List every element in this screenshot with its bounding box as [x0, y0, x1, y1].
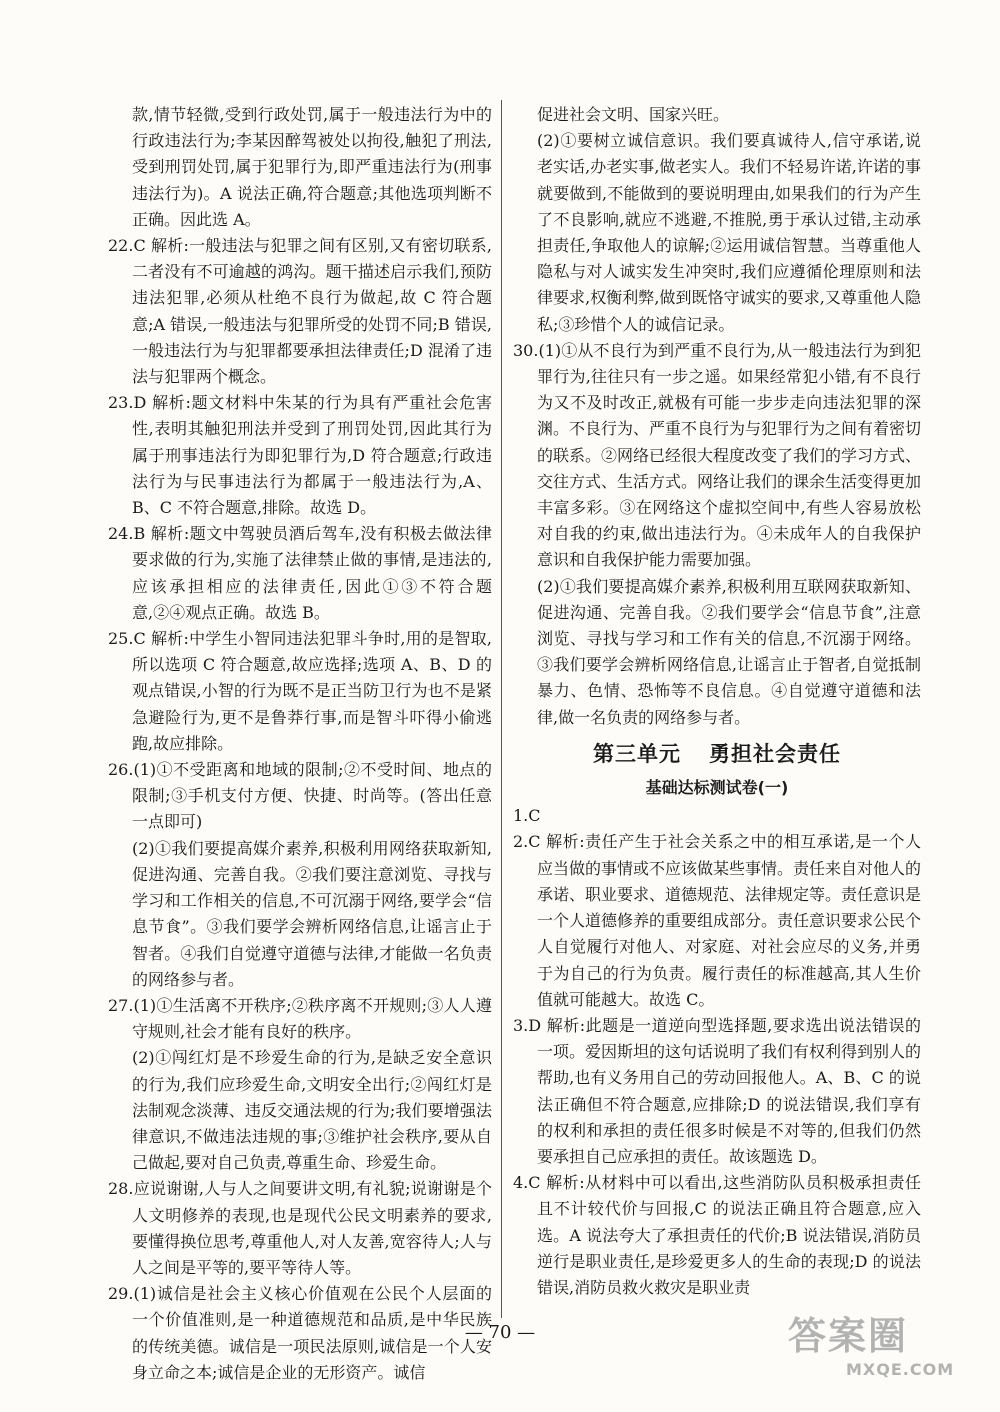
answer-1: 1.C — [513, 806, 541, 826]
watermark-logo — [788, 1312, 978, 1392]
answer-28: 28.应说谢谢,人与人之间要讲文明,有礼貌;说谢谢是个人文明修养的表现,也是现代公民文明素养的要求,要懂得换位思考,尊重他人,对人友善,宽容待人;人与人之间是平等的,要平等待人等。 — [108, 1179, 492, 1277]
column-divider — [501, 100, 502, 1318]
answer-29-continued: 促进社会文明、国家兴旺。 — [537, 105, 730, 124]
answer-30-part1: 30.(1)①从不良行为到严重不良行为,从一般违法行为到犯罪行为,往往只有一步之遥。如果经常犯小错,有不良行为又不及时改正,就极有可能一步步走向违法犯罪的深渊。不良行为、严重不良行为与犯罪行为之间有着密切的联系。②网络已经很大程度改变了我们的学习方式、交往方式、生活方式。网络让我们的课余生活变得更加丰富多彩。③在网络这个虚拟空间中,有些人容易放松对自我的约束,做出违法行为。④未成年人的自我保护意识和自我保护能力需要加强。 — [513, 340, 922, 570]
answer-30-part2: (2)①我们要提高媒介素养,积极利用互联网获取新知、促进沟通、完善自我。②我们要学会“信息节食”,注意浏览、寻找与学习和工作有关的信息,不沉溺于网络。③我们要学会辨析网络信息,让谣言止于智者,自觉抵制暴力、色情、恐怖等不良信息。④自觉遵守道德和法律,做一名负责的网络参与者。 — [537, 576, 921, 727]
answer-27-part2: (2)①闯红灯是不珍爱生命的行为,是缺乏安全意识的行为,我们应珍爱生命,文明安全出行;②闯红灯是法制观念淡薄、违反交通法规的行为;我们要增强法律意识,不做违法违规的事;③维护社会秩序,要从自己做起,要对自己负责,尊重生命、珍爱生命。 — [132, 1048, 492, 1173]
unit-name: 勇担社会责任 — [709, 741, 841, 766]
answer-23: 23.D 解析:题文材料中朱某的行为具有严重社会危害性,表明其触犯刑法并受到了刑罚处罚,因此其行为属于刑事违法行为即犯罪行为,D 符合题意;行政违法行为与民事违法行为都属于一般违法行为,A、B、C 不符合题意,排除。故选 D。 — [108, 393, 492, 518]
watermark-url: MXQE.COM — [846, 1360, 955, 1379]
answer-4: 4.C 解析:从材料中可以看出,这些消防队员积极承担责任且不计较代价与回报,C 的说法正确且符合题意,应入选。A 说法夸大了承担责任的代价;B 说法错误,消防员逆行是职业责任,是珍爱更多人的生命的表现;D 的说法错误,消防员救火救灾是职业责 — [513, 1173, 921, 1297]
answer-24: 24.B 解析:题文中驾驶员酒后驾车,没有积极去做法律要求做的行为,实施了法律禁止做的事情,是违法的,应该承担相应的法律责任,因此①③不符合题意,②④观点正确。故选 B。 — [108, 524, 492, 622]
answer-21-continued: 款,情节轻微,受到行政处罚,属于一般违法行为中的行政违法行为;李某因醉驾被处以拘役,触犯了刑法,受到刑罚处罚,属于犯罪行为,即严重违法行为(刑事违法行为)。A 说法正确,符合题意;其他选项判断不正确。因此选 A。 — [132, 105, 492, 229]
page-number: — 70 — — [464, 1322, 536, 1343]
right-column — [513, 102, 921, 1301]
answer-2: 2.C 解析:责任产生于社会关系之中的相互承诺,是一个人应当做的事情或不应该做某些事情。责任来自对他人的承诺、职业要求、道德规范、法律规定等。责任意识是一个人道德修养的重要组成部分。责任意识要求公民个人自觉履行对他人、对家庭、对社会应尽的义务,并勇于为自己的行为负责。履行责任的标准越高,其人生价值就可能越大。故选 C。 — [513, 832, 922, 1009]
answer-25: 25.C 解析:中学生小智同违法犯罪斗争时,用的是智取,所以选项 C 符合题意,故应选择;选项 A、B、D 的观点错误,小智的行为既不是正当防卫行为也不是紧急避险行为,更不是鲁莽行事,而是智斗吓得小偷逃跑,故应排除。 — [108, 629, 492, 753]
unit-title — [513, 741, 921, 767]
answer-26-part1: 26.(1)①不受距离和地域的限制;②不受时间、地点的限制;③手机支付方便、快捷、时尚等。(答出任意一点即可) — [108, 760, 492, 832]
watermark-text: 答案圈 — [788, 1314, 909, 1358]
answer-29-part1: 29.(1)诚信是社会主义核心价值观在公民个人层面的一个价值准则,是一种道德规范和品质,是中华民族的传统美德。诚信是一项民法原则,诚信是一个人安身立命之本;诚信是企业的无形资产。诚信 — [108, 1284, 492, 1382]
left-column — [108, 102, 492, 1386]
answer-27-part1: 27.(1)①生活离不开秩序;②秩序离不开规则;③人人遵守规则,社会才能有良好的秩序。 — [108, 995, 492, 1042]
section-title: 基础达标测试卷(一) — [645, 778, 789, 798]
answer-22: 22.C 解析:一般违法与犯罪之间有区别,又有密切联系,二者没有不可逾越的鸿沟。题干描述启示我们,预防违法犯罪,必须从杜绝不良行为做起,故 C 符合题意;A 错误,一般违法与犯罪所受的处罚不同;B 错误,一般违法行为与犯罪都要承担法律责任;D 混淆了违法与犯罪两个概念。 — [108, 236, 492, 387]
answer-26-part2: (2)①我们要提高媒介素养,积极利用网络获取新知,促进沟通、完善自我。②我们要注意浏览、寻找与学习和工作相关的信息,不可沉溺于网络,要学会“信息节食”。③我们要学会辨析网络信息,让谣言止于智者。④我们自觉遵守道德与法律,才能做一名负责的网络参与者。 — [132, 838, 492, 989]
unit-number: 第三单元 — [593, 741, 681, 766]
answer-3: 3.D 解析:此题是一道逆向型选择题,要求选出说法错误的一项。爱因斯坦的这句话说明了我们有权利得到别人的帮助,也有义务用自己的劳动回报他人。A、B、C 的说法正确但不符合题意,应排除;D 的说法错误,我们享有的权利和承担的责任很多时候是不对等的,但我们仍然要承担自己应承担的责任。故该题选 D。 — [513, 1015, 922, 1166]
answer-29-part2: (2)①要树立诚信意识。我们要真诚待人,信守承诺,说老实话,办老实事,做老实人。我们不轻易许诺,许诺的事就要做到,不能做到的要说明理由,如果我们的行为产生了不良影响,就应不逃避,不推脱,勇于承认过错,主动承担责任,争取他人的谅解;②运用诚信智慧。当尊重他人隐私与对人诚实发生冲突时,我们应遵循伦理原则和法律要求,权衡利弊,做到既恪守诚实的要求,又尊重他人隐私;③珍惜个人的诚信记录。 — [537, 131, 921, 334]
